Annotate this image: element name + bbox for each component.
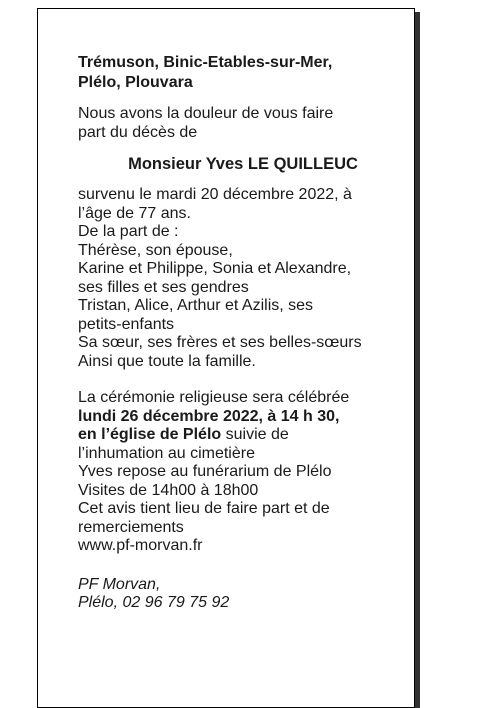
details-line: Sa sœur, ses frères et ses belles-sœurs	[78, 334, 362, 351]
details-line: De la part de :	[78, 223, 179, 240]
details-line: Karine et Philippe, Sonia et Alexandre,	[78, 260, 352, 277]
details-line: survenu le mardi 20 décembre 2022, à	[78, 186, 352, 203]
obituary-notice	[37, 8, 415, 708]
ceremony-line: Cet avis tient lieu de faire part et de	[78, 500, 330, 517]
notice-locations	[78, 53, 408, 93]
intro-line: part du décès de	[78, 123, 198, 141]
ceremony-line: La cérémonie religieuse sera célébrée	[78, 389, 350, 406]
intro-line: Nous avons la douleur de vous faire	[78, 105, 334, 122]
notice-intro	[78, 105, 408, 142]
ceremony-line: l’inhumation au cimetière	[78, 444, 255, 462]
ceremony-place: en l’église de Plélo	[78, 426, 222, 443]
ceremony-place-line	[78, 426, 408, 445]
ceremony-date: lundi 26 décembre 2022, à 14 h 30,	[78, 407, 340, 425]
deceased-name: Monsieur Yves LE QUILLEUC	[128, 155, 358, 173]
details-line: ses filles et ses gendres	[78, 278, 249, 296]
details-line: Ainsi que toute la famille.	[78, 352, 256, 370]
notice-signature	[78, 576, 408, 613]
signature-line: PF Morvan,	[78, 575, 161, 593]
locations-line: Trémuson, Binic-Etables-sur-Mer,	[78, 54, 333, 71]
details-line: l’âge de 77 ans.	[78, 204, 191, 222]
ceremony-line: remerciements	[78, 518, 184, 536]
funeral-home-website: www.pf-morvan.fr	[78, 537, 203, 554]
ceremony-details	[78, 389, 408, 556]
locations-line: Plélo, Plouvara	[78, 74, 193, 91]
signature-line: Plélo, 02 96 79 75 92	[78, 594, 230, 611]
details-line: Thérèse, son épouse,	[78, 241, 233, 259]
details-line: petits-enfants	[78, 315, 175, 333]
ceremony-line: Yves repose au funérarium de Plélo	[78, 463, 332, 480]
notice-details	[78, 186, 408, 371]
paragraph-gap	[78, 371, 408, 389]
notice-content	[78, 53, 408, 613]
details-line: Tristan, Alice, Arthur et Azilis, ses	[78, 297, 314, 314]
ceremony-place-rest: suivie de	[221, 426, 289, 443]
ceremony-line: Visites de 14h00 à 18h00	[78, 481, 259, 499]
